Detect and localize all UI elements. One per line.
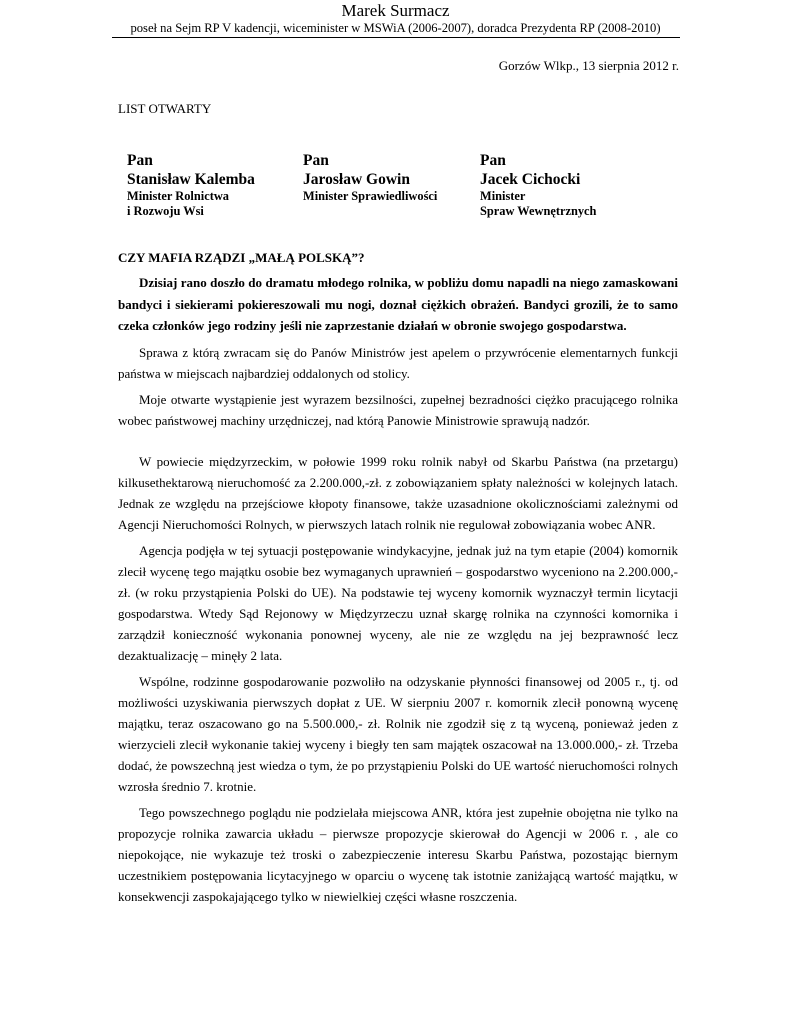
addressee-role: Minister Sprawiedliwości <box>303 189 438 203</box>
body-paragraph: Wspólne, rodzinne gospodarowanie pozwoliło na odzyskanie płynności finansowej od 2005 r., tj. od możliwości uzyskiwania pierwszych dopłat z UE. W sierpniu 2007 r. komornik zlecił ponowną wycenę majątku, teraz oszacowano go na 5.500.000,- zł. Rolnik nie zgodził się z tą wyceną, ponieważ jeden z wierzycieli zlecił wykonanie takiej wyceny i biegły ten sam majątek oszacował na 13.000.000,- zł. Trzeba dodać, że powszechną jest wiedza o tym, że po przystąpieniu Polski do UE wartość nieruchomości rolnych wzrosła średnio 7. krotnie. <box>118 673 678 794</box>
body-paragraph: W powiecie międzyrzeckim, w połowie 1999 roku rolnik nabył od Skarbu Państwa (na przetargu) kilkusethektarową nieruchomość za 2.200.000,-zł. z zobowiązaniem spłaty należności w kolejnych latach. Jednak ze względu na przejściowe kłopoty finansowe, także uzasadnione okolicznościami zależnymi od Agencji Nieruchomości Rolnych, w pierwszych latach rolnik nie regulował zobowiązania wobec ANR. <box>118 453 678 532</box>
body-paragraph: Tego powszechnego poglądu nie podzielała miejscowa ANR, która jest zupełnie obojętna nie tylko na propozycje rolnika zawarcia układu – pierwsze propozycje skierował do Agencji w 2006 r. , ale co niepokojące, nie wykazuje też troski o zabezpieczenie interesu Skarbu Państwa, pozostając biernym uczestnikiem postępowania licytacyjnego w oparciu o wycenę tak istotnie zaniżającą wartość majątku, w konsekwencji zaspokajającego tylko w niewielkiej części własne roszczenia. <box>118 804 678 904</box>
addressee-name: Stanisław Kalemba <box>127 171 255 188</box>
letter-heading: CZY MAFIA RZĄDZI „MAŁĄ POLSKĄ”? <box>118 250 365 265</box>
addressee-gowin <box>303 152 437 204</box>
addressee-role: i Rozwoju Wsi <box>127 203 204 218</box>
addressee-honorific: Pan <box>480 152 506 169</box>
author-name: Marek Surmacz <box>341 1 450 20</box>
author-position: poseł na Sejm RP V kadencji, wiceminister w MSWiA (2006-2007), doradca Prezydenta RP (2008-2010) <box>130 21 661 35</box>
addressee-name: Jacek Cichocki <box>480 171 581 188</box>
addressee-kalemba <box>127 152 255 218</box>
letterhead <box>0 0 791 36</box>
body-paragraph: Sprawa z którą zwracam się do Panów Ministrów jest apelem o przywrócenie elementarnych funkcji państwa w miejscach najbardziej oddalonych od stolicy. <box>118 344 678 381</box>
addressee-name: Jarosław Gowin <box>303 171 410 188</box>
addressee-role: Minister <box>480 189 526 203</box>
place-date: Gorzów Wlkp., 13 sierpnia 2012 r. <box>498 58 679 73</box>
letter-body <box>118 250 678 912</box>
addressee-cichocki <box>480 152 596 218</box>
addressee-role: Minister Rolnictwa <box>127 189 229 203</box>
addressee-honorific: Pan <box>303 152 329 169</box>
body-paragraph: Agencja podjęła w tej sytuacji postępowanie windykacyjne, jednak już na tym etapie (2004) komornik zlecił wycenę tego majątku osobie bez wymaganych uprawnień – gospodarstwo wyceniono na 2.200.000,-zł. (w roku przystąpienia Polski do UE). Na podstawie tej wyceny komornik wyznaczył termin licytacji gospodarstwa. Wtedy Sąd Rejonowy w Międzyrzeczu uznał skargę rolnika na czynności komornika i zarządził konieczność wykonania ponownej wyceny, ale nie ze względu na jej bezprawność lecz dezaktualizację – minęły 2 lata. <box>118 542 678 663</box>
addressee-role: Spraw Wewnętrznych <box>480 203 597 218</box>
addressee-honorific: Pan <box>127 152 153 169</box>
body-paragraph: Moje otwarte wystąpienie jest wyrazem bezsilności, zupełnej bezradności ciężko pracującego rolnika wobec państwowej machiny urzędniczej, nad którą Panowie Ministrowie sprawują nadzór. <box>118 391 678 428</box>
lead-paragraph: Dzisiaj rano doszło do dramatu młodego rolnika, w pobliżu domu napadli na niego zamaskowani bandyci i siekierami pokiereszowali mu nogi, doznał ciężkich obrażeń. Bandyci grozili, że to samo czeka członków jego rodziny jeśli nie zaprzestanie działań w obronie swojego gospodarstwa. <box>118 275 678 333</box>
letterhead-divider <box>112 37 680 38</box>
document-type: LIST OTWARTY <box>118 101 212 116</box>
